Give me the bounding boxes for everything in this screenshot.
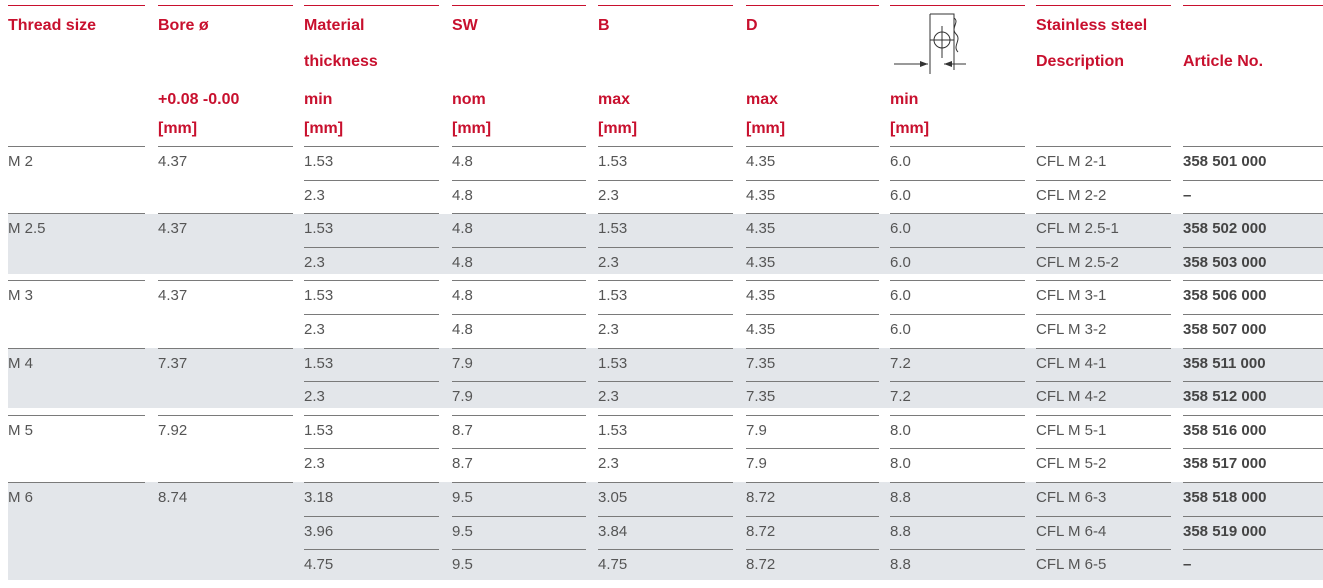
header-sw: SW (452, 17, 478, 34)
cell-sw: 4.8 (452, 321, 473, 338)
cell-mat: 1.53 (304, 354, 334, 372)
cell-d: 4.35 (746, 321, 776, 338)
row-divider (452, 381, 586, 382)
cell-d: 7.9 (746, 421, 767, 439)
header-d: D (746, 17, 758, 34)
header-article-no: Article No. (1183, 53, 1264, 70)
cell-mat: 1.53 (304, 421, 334, 439)
row-divider (1183, 448, 1323, 449)
row-divider (304, 448, 439, 449)
cell-d: 8.72 (746, 556, 776, 574)
row-divider (1183, 146, 1323, 147)
cell-mat: 3.18 (304, 489, 334, 506)
cell-edge: 6.0 (890, 253, 911, 271)
row-divider (8, 415, 145, 416)
row-divider (1183, 482, 1323, 483)
row-divider (452, 247, 586, 248)
cell-sw: 4.8 (452, 186, 473, 204)
row-divider (598, 381, 733, 382)
row-group-shade (8, 348, 1323, 408)
cell-b: 2.3 (598, 186, 619, 204)
cell-mat: 2.3 (304, 455, 325, 473)
row-divider (1036, 247, 1171, 248)
cell-sw: 4.8 (452, 287, 473, 305)
row-divider (158, 213, 293, 214)
cell-d: 4.35 (746, 186, 776, 204)
row-divider (1036, 448, 1171, 449)
row-divider (1183, 247, 1323, 248)
row-divider (452, 549, 586, 550)
cell-article: 358 511 000 (1183, 354, 1266, 372)
row-divider (1183, 314, 1323, 315)
header-rule (1036, 5, 1171, 6)
row-divider (452, 180, 586, 181)
cell-d: 8.72 (746, 522, 776, 540)
row-divider (1036, 549, 1171, 550)
cell-mat: 3.96 (304, 522, 334, 540)
cell-thread: M 5 (8, 421, 34, 439)
row-divider (746, 280, 879, 281)
row-divider (8, 280, 145, 281)
cell-edge: 6.0 (890, 220, 911, 238)
row-divider (304, 247, 439, 248)
cell-bore: 7.92 (158, 421, 188, 439)
header-thread-size: Thread size (8, 17, 97, 34)
cell-b: 1.53 (598, 287, 628, 305)
cell-b: 1.53 (598, 421, 628, 439)
cell-b: 2.3 (598, 321, 619, 338)
cell-b: 1.53 (598, 220, 628, 238)
cell-desc: CFL M 6-5 (1036, 556, 1107, 574)
cell-desc: CFL M 2.5-2 (1036, 253, 1119, 271)
cell-desc: CFL M 3-1 (1036, 287, 1107, 305)
cell-sw: 4.8 (452, 153, 473, 170)
cell-sw: 9.5 (452, 556, 473, 574)
row-divider (452, 415, 586, 416)
cell-d: 7.35 (746, 388, 776, 406)
cell-desc: CFL M 6-3 (1036, 489, 1107, 506)
row-divider (1036, 348, 1171, 349)
cell-desc: CFL M 2-2 (1036, 186, 1107, 204)
cell-thread: M 2 (8, 153, 34, 170)
row-divider (746, 549, 879, 550)
header-rule (304, 5, 439, 6)
cell-article: 358 507 000 (1183, 321, 1267, 338)
cell-desc: CFL M 5-1 (1036, 421, 1107, 439)
row-divider (746, 314, 879, 315)
row-divider (890, 348, 1025, 349)
cell-mat: 1.53 (304, 287, 334, 305)
row-divider (746, 348, 879, 349)
row-divider (746, 180, 879, 181)
header-rule (452, 5, 586, 6)
row-divider (890, 448, 1025, 449)
header-sw-nom: nom (452, 91, 486, 108)
cell-b: 1.53 (598, 354, 628, 372)
row-divider (598, 280, 733, 281)
cell-mat: 2.3 (304, 253, 325, 271)
row-divider (746, 247, 879, 248)
cell-desc: CFL M 6-4 (1036, 522, 1107, 540)
cell-b: 2.3 (598, 455, 619, 473)
edge-distance-icon (890, 8, 974, 80)
cell-desc: CFL M 2-1 (1036, 153, 1107, 170)
row-divider (746, 381, 879, 382)
row-divider (304, 280, 439, 281)
row-divider (890, 415, 1025, 416)
row-divider (890, 247, 1025, 248)
row-divider (746, 516, 879, 517)
row-divider (1036, 213, 1171, 214)
cell-article: 358 502 000 (1183, 220, 1267, 238)
row-divider (1036, 314, 1171, 315)
cell-d: 4.35 (746, 153, 776, 170)
cell-b: 2.3 (598, 388, 619, 406)
row-divider (1036, 180, 1171, 181)
row-divider (1036, 381, 1171, 382)
cell-d: 4.35 (746, 220, 776, 238)
row-divider (304, 314, 439, 315)
header-rule (8, 5, 145, 6)
row-divider (746, 415, 879, 416)
cell-bore: 7.37 (158, 354, 188, 372)
row-divider (1183, 516, 1323, 517)
header-rule (890, 5, 1025, 6)
row-divider (158, 415, 293, 416)
cell-d: 4.35 (746, 253, 776, 271)
cell-desc: CFL M 4-2 (1036, 388, 1107, 406)
cell-edge: 8.8 (890, 522, 911, 540)
row-divider (158, 280, 293, 281)
header-rule (1183, 5, 1323, 6)
row-divider (452, 516, 586, 517)
row-divider (890, 213, 1025, 214)
cell-bore: 4.37 (158, 287, 188, 305)
cell-edge: 8.0 (890, 421, 911, 439)
cell-article: 358 512 000 (1183, 388, 1267, 406)
cell-mat: 4.75 (304, 556, 334, 574)
row-divider (598, 180, 733, 181)
cell-sw: 8.7 (452, 455, 473, 473)
row-divider (8, 348, 145, 349)
cell-b: 3.05 (598, 489, 628, 506)
row-divider (1036, 516, 1171, 517)
cell-edge: 6.0 (890, 287, 911, 305)
cell-mat: 1.53 (304, 153, 334, 170)
cell-sw: 4.8 (452, 253, 473, 271)
cell-desc: CFL M 2.5-1 (1036, 220, 1119, 238)
header-bore-tolerance: +0.08 -0.00 (158, 91, 240, 108)
row-divider (890, 381, 1025, 382)
cell-sw: 7.9 (452, 354, 473, 372)
row-divider (304, 213, 439, 214)
row-divider (890, 180, 1025, 181)
row-divider (8, 482, 145, 483)
header-material-min: min (304, 91, 333, 108)
row-divider (1036, 415, 1171, 416)
row-divider (598, 314, 733, 315)
cell-article: 358 503 000 (1183, 253, 1267, 271)
header-rule (158, 5, 293, 6)
row-divider (598, 448, 733, 449)
cell-thread: M 3 (8, 287, 34, 305)
row-divider (452, 314, 586, 315)
row-divider (452, 348, 586, 349)
cell-article: 358 519 000 (1183, 522, 1267, 540)
cell-thread: M 4 (8, 354, 34, 372)
row-divider (598, 516, 733, 517)
row-divider (746, 482, 879, 483)
cell-sw: 9.5 (452, 522, 473, 540)
row-divider (158, 146, 293, 147)
cell-desc: CFL M 3-2 (1036, 321, 1107, 338)
header-b-max: max (598, 91, 631, 108)
cell-desc: CFL M 4-1 (1036, 354, 1107, 372)
row-divider (452, 146, 586, 147)
header-b: B (598, 17, 610, 34)
cell-b: 2.3 (598, 253, 619, 271)
row-divider (1036, 280, 1171, 281)
header-rule (598, 5, 733, 6)
row-divider (598, 415, 733, 416)
row-divider (1183, 549, 1323, 550)
row-divider (304, 516, 439, 517)
cell-article: 358 518 000 (1183, 489, 1267, 506)
cell-b: 1.53 (598, 153, 628, 170)
cell-d: 8.72 (746, 489, 776, 506)
cell-sw: 4.8 (452, 220, 473, 238)
header-material-thickness: thickness (304, 53, 378, 70)
row-divider (1036, 482, 1171, 483)
row-divider (1183, 415, 1323, 416)
header-edge-unit: [mm] (890, 120, 930, 137)
row-divider (304, 348, 439, 349)
row-divider (304, 415, 439, 416)
cell-mat: 2.3 (304, 186, 325, 204)
cell-edge: 8.8 (890, 556, 911, 574)
cell-desc: CFL M 5-2 (1036, 455, 1107, 473)
cell-thread: M 2.5 (8, 220, 46, 238)
row-divider (1183, 180, 1323, 181)
row-divider (1183, 348, 1323, 349)
cell-thread: M 6 (8, 489, 34, 506)
cell-d: 7.9 (746, 455, 767, 473)
cell-article: – (1183, 556, 1192, 574)
cell-article: 358 516 000 (1183, 421, 1267, 439)
header-sw-unit: [mm] (452, 120, 492, 137)
row-divider (746, 448, 879, 449)
cell-bore: 4.37 (158, 153, 188, 170)
cell-edge: 6.0 (890, 153, 911, 170)
cell-edge: 8.8 (890, 489, 911, 506)
row-divider (598, 146, 733, 147)
header-d-max: max (746, 91, 779, 108)
cell-article: 358 517 000 (1183, 455, 1267, 473)
header-bore: Bore ø (158, 17, 209, 34)
header-material-unit: [mm] (304, 120, 344, 137)
row-divider (598, 549, 733, 550)
cell-edge: 6.0 (890, 186, 911, 204)
header-d-unit: [mm] (746, 120, 786, 137)
cell-bore: 4.37 (158, 220, 188, 238)
cell-mat: 2.3 (304, 321, 325, 338)
cell-edge: 6.0 (890, 321, 911, 338)
row-divider (8, 213, 145, 214)
header-stainless-steel: Stainless steel (1036, 17, 1148, 34)
cell-edge: 7.2 (890, 354, 911, 372)
row-divider (452, 482, 586, 483)
row-divider (304, 146, 439, 147)
cell-bore: 8.74 (158, 489, 188, 506)
row-divider (304, 381, 439, 382)
row-divider (598, 247, 733, 248)
cell-sw: 9.5 (452, 489, 473, 506)
row-divider (158, 482, 293, 483)
header-rule (746, 5, 879, 6)
header-material: Material (304, 17, 365, 34)
row-divider (304, 482, 439, 483)
row-divider (598, 482, 733, 483)
row-divider (304, 180, 439, 181)
row-divider (598, 348, 733, 349)
header-edge-min: min (890, 91, 919, 108)
cell-sw: 8.7 (452, 421, 473, 439)
row-group-shade (8, 214, 1323, 274)
row-divider (452, 213, 586, 214)
header-b-unit: [mm] (598, 120, 638, 137)
row-divider (1183, 213, 1323, 214)
cell-d: 7.35 (746, 354, 776, 372)
row-divider (158, 348, 293, 349)
cell-mat: 2.3 (304, 388, 325, 406)
row-divider (598, 213, 733, 214)
row-divider (1183, 381, 1323, 382)
cell-article: – (1183, 186, 1192, 204)
row-divider (452, 448, 586, 449)
row-divider (304, 549, 439, 550)
row-divider (890, 146, 1025, 147)
row-divider (890, 549, 1025, 550)
row-divider (746, 146, 879, 147)
row-divider (1183, 280, 1323, 281)
cell-b: 3.84 (598, 522, 628, 540)
row-divider (8, 146, 145, 147)
header-bore-unit: [mm] (158, 120, 198, 137)
row-group-shade (8, 482, 1323, 580)
row-divider (746, 213, 879, 214)
row-divider (890, 482, 1025, 483)
row-divider (890, 280, 1025, 281)
cell-edge: 7.2 (890, 388, 911, 406)
header-description: Description (1036, 53, 1125, 70)
row-divider (1036, 146, 1171, 147)
row-divider (890, 314, 1025, 315)
row-divider (452, 280, 586, 281)
cell-sw: 7.9 (452, 388, 473, 406)
cell-b: 4.75 (598, 556, 628, 574)
cell-d: 4.35 (746, 287, 776, 305)
cell-mat: 1.53 (304, 220, 334, 238)
cell-article: 358 501 000 (1183, 153, 1267, 170)
row-divider (890, 516, 1025, 517)
cell-edge: 8.0 (890, 455, 911, 473)
cell-article: 358 506 000 (1183, 287, 1267, 305)
